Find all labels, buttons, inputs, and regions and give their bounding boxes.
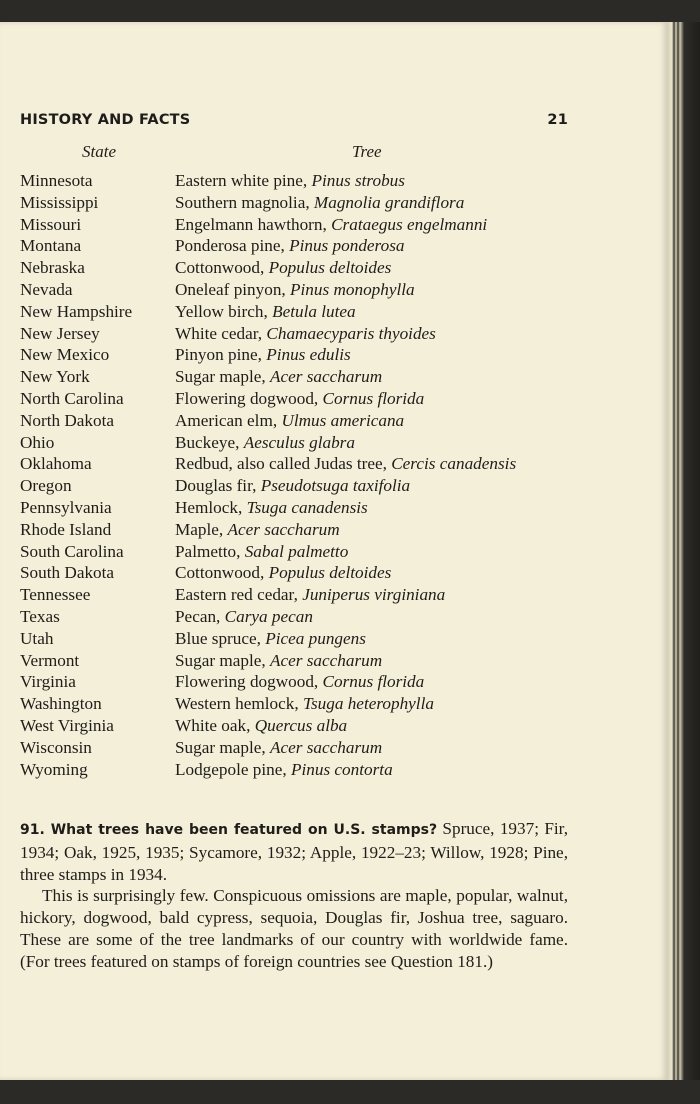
table-row xyxy=(20,279,580,301)
tree-latin-name: Cornus florida xyxy=(322,388,425,408)
state-name: Pennsylvania xyxy=(20,497,112,517)
state-name: North Carolina xyxy=(20,388,124,408)
question-heading: 91. What trees have been featured on U.S. stamps? xyxy=(20,822,438,838)
state-name: New York xyxy=(20,367,90,387)
state-name: New Hampshire xyxy=(20,301,133,321)
tree-common-name: Pecan, xyxy=(175,606,225,626)
tree-latin-name: Pinus monophylla xyxy=(290,279,415,299)
tree-common-name: Cottonwood, xyxy=(175,258,269,278)
tree-latin-name: Acer saccharum xyxy=(227,519,340,539)
tree-latin-name: Tsuga heterophylla xyxy=(302,694,434,714)
tree-name xyxy=(175,562,391,584)
tree-common-name: Western hemlock, xyxy=(175,694,303,714)
table-row xyxy=(20,235,580,257)
question-paragraph: This is surprisingly few. Conspicuous omissions are maple, popular, walnut, hickory, dogwood, bald cypress, sequoia, Douglas fir, Joshua tree, saguaro. These are some of the tree landmarks of our country with worldwide fame. (For trees featured on stamps of foreign countries see Question 181.) xyxy=(20,886,568,971)
tree-common-name: Flowering dogwood, xyxy=(175,672,323,692)
tree-latin-name: Pinus contorta xyxy=(290,759,393,779)
state-name: Ohio xyxy=(20,432,55,452)
book-page xyxy=(0,22,668,1080)
table-row xyxy=(20,388,580,410)
table-row xyxy=(20,475,580,497)
tree-name xyxy=(175,170,405,192)
table-row xyxy=(20,257,580,279)
page-number: 21 xyxy=(547,112,568,128)
state-name: West Virginia xyxy=(20,715,114,735)
running-head xyxy=(20,112,568,128)
table-row xyxy=(20,650,580,672)
tree-latin-name: Juniperus virginiana xyxy=(302,585,446,605)
tree-name xyxy=(175,606,313,628)
table-row xyxy=(20,214,580,236)
tree-common-name: Ponderosa pine, xyxy=(175,236,290,256)
tree-common-name: Engelmann hawthorn, xyxy=(175,214,332,234)
tree-common-name: Pinyon pine, xyxy=(175,345,267,365)
state-name: Wisconsin xyxy=(20,737,92,757)
table-row xyxy=(20,410,580,432)
tree-latin-name: Pinus edulis xyxy=(266,345,351,365)
tree-common-name: Blue spruce, xyxy=(175,628,266,648)
tree-name xyxy=(175,737,382,759)
tree-latin-name: Acer saccharum xyxy=(270,367,383,387)
book-spine xyxy=(668,22,700,1080)
table-row xyxy=(20,628,580,650)
tree-name xyxy=(175,388,424,410)
state-name: New Jersey xyxy=(20,323,100,343)
tree-latin-name: Pinus strobus xyxy=(311,171,405,190)
tree-name xyxy=(175,279,415,301)
question-block xyxy=(20,818,568,973)
state-name: Tennessee xyxy=(20,585,91,605)
state-name: Minnesota xyxy=(20,171,93,190)
tree-name xyxy=(175,323,436,345)
tree-name xyxy=(175,475,410,497)
table-row xyxy=(20,541,580,563)
table-row xyxy=(20,497,580,519)
section-title: HISTORY AND FACTS xyxy=(20,112,191,128)
tree-name xyxy=(175,432,355,454)
tree-name xyxy=(175,693,434,715)
state-name: Mississippi xyxy=(20,192,99,212)
tree-latin-name: Magnolia grandiflora xyxy=(313,192,465,212)
tree-name xyxy=(175,192,464,214)
tree-latin-name: Pseudotsuga taxifolia xyxy=(260,476,411,496)
tree-name xyxy=(175,301,356,323)
state-name: Oregon xyxy=(20,476,72,496)
tree-common-name: Lodgepole pine, xyxy=(175,759,291,779)
tree-common-name: Douglas fir, xyxy=(175,476,261,496)
tree-common-name: White oak, xyxy=(175,715,255,735)
tree-latin-name: Betula lutea xyxy=(272,301,356,321)
tree-common-name: American elm, xyxy=(175,410,282,430)
state-tree-table xyxy=(20,170,580,780)
table-row xyxy=(20,519,580,541)
state-name: Virginia xyxy=(20,672,76,692)
tree-common-name: Sugar maple, xyxy=(175,737,270,757)
table-row xyxy=(20,192,580,214)
table-row xyxy=(20,453,580,475)
table-row xyxy=(20,693,580,715)
tree-latin-name: Picea pungens xyxy=(265,628,366,648)
tree-common-name: White cedar, xyxy=(175,323,267,343)
state-name: Washington xyxy=(20,694,102,714)
tree-latin-name: Tsuga canadensis xyxy=(246,497,368,517)
tree-latin-name: Sabal palmetto xyxy=(244,541,349,561)
question-answer: Spruce, 1937; Fir, 1934; Oak, 1925, 1935; Sycamore, 1932; Apple, 1922–23; Willow, 1928; Pine, three stamps in 1934. xyxy=(20,819,568,884)
state-name: Oklahoma xyxy=(20,454,92,474)
tree-latin-name: Cornus florida xyxy=(322,672,425,692)
table-row xyxy=(20,323,580,345)
state-name: Nevada xyxy=(20,279,73,299)
table-row xyxy=(20,562,580,584)
table-row xyxy=(20,671,580,693)
state-name: South Carolina xyxy=(20,541,124,561)
tree-name xyxy=(175,235,404,257)
tree-latin-name: Cercis canadensis xyxy=(391,454,517,474)
state-column-header: State xyxy=(82,142,116,161)
tree-name xyxy=(175,715,347,737)
tree-common-name: Yellow birch, xyxy=(175,301,273,321)
tree-latin-name: Chamaecyparis thyoides xyxy=(266,323,436,343)
table-row xyxy=(20,344,580,366)
tree-common-name: Southern magnolia, xyxy=(175,192,314,212)
state-name: New Mexico xyxy=(20,345,110,365)
table-row xyxy=(20,432,580,454)
tree-latin-name: Quercus alba xyxy=(254,715,348,735)
tree-latin-name: Carya pecan xyxy=(224,606,313,626)
table-row xyxy=(20,606,580,628)
tree-common-name: Flowering dogwood, xyxy=(175,388,323,408)
tree-name xyxy=(175,497,368,519)
tree-name xyxy=(175,650,382,672)
tree-name xyxy=(175,214,487,236)
tree-name xyxy=(175,671,424,693)
state-name: Missouri xyxy=(20,214,82,234)
tree-latin-name: Populus deltoides xyxy=(268,563,392,583)
tree-name xyxy=(175,410,404,432)
tree-common-name: Maple, xyxy=(175,519,228,539)
tree-latin-name: Acer saccharum xyxy=(270,737,383,757)
tree-column-header: Tree xyxy=(352,142,382,161)
tree-latin-name: Aesculus glabra xyxy=(243,432,355,452)
tree-name xyxy=(175,366,382,388)
tree-common-name: Buckeye, xyxy=(175,432,244,452)
tree-name xyxy=(175,759,393,781)
table-row xyxy=(20,584,580,606)
tree-common-name: Sugar maple, xyxy=(175,650,270,670)
table-row xyxy=(20,301,580,323)
tree-common-name: Eastern white pine, xyxy=(175,171,312,190)
table-row xyxy=(20,737,580,759)
tree-name xyxy=(175,344,351,366)
tree-common-name: Redbud, also called Judas tree, xyxy=(175,454,392,474)
state-name: North Dakota xyxy=(20,410,115,430)
state-name: South Dakota xyxy=(20,563,115,583)
state-name: Vermont xyxy=(20,650,80,670)
tree-name xyxy=(175,541,348,563)
tree-common-name: Cottonwood, xyxy=(175,563,269,583)
state-name: Montana xyxy=(20,236,82,256)
tree-name xyxy=(175,453,516,475)
table-row xyxy=(20,170,580,192)
state-name: Texas xyxy=(20,606,60,626)
tree-latin-name: Crataegus engelmanni xyxy=(331,214,488,234)
state-name: Wyoming xyxy=(20,759,88,779)
table-row xyxy=(20,759,580,781)
tree-name xyxy=(175,584,445,606)
tree-common-name: Sugar maple, xyxy=(175,367,270,387)
tree-latin-name: Acer saccharum xyxy=(270,650,383,670)
table-row xyxy=(20,366,580,388)
tree-name xyxy=(175,257,391,279)
tree-name xyxy=(175,628,366,650)
tree-common-name: Palmetto, xyxy=(175,541,245,561)
table-row xyxy=(20,715,580,737)
tree-common-name: Hemlock, xyxy=(175,497,247,517)
state-name: Rhode Island xyxy=(20,519,112,539)
tree-common-name: Oneleaf pinyon, xyxy=(175,279,291,299)
tree-latin-name: Populus deltoides xyxy=(268,258,392,278)
tree-name xyxy=(175,519,340,541)
tree-common-name: Eastern red cedar, xyxy=(175,585,303,605)
tree-latin-name: Ulmus americana xyxy=(281,410,405,430)
tree-latin-name: Pinus ponderosa xyxy=(289,236,405,256)
state-name: Nebraska xyxy=(20,258,85,278)
state-name: Utah xyxy=(20,628,54,648)
